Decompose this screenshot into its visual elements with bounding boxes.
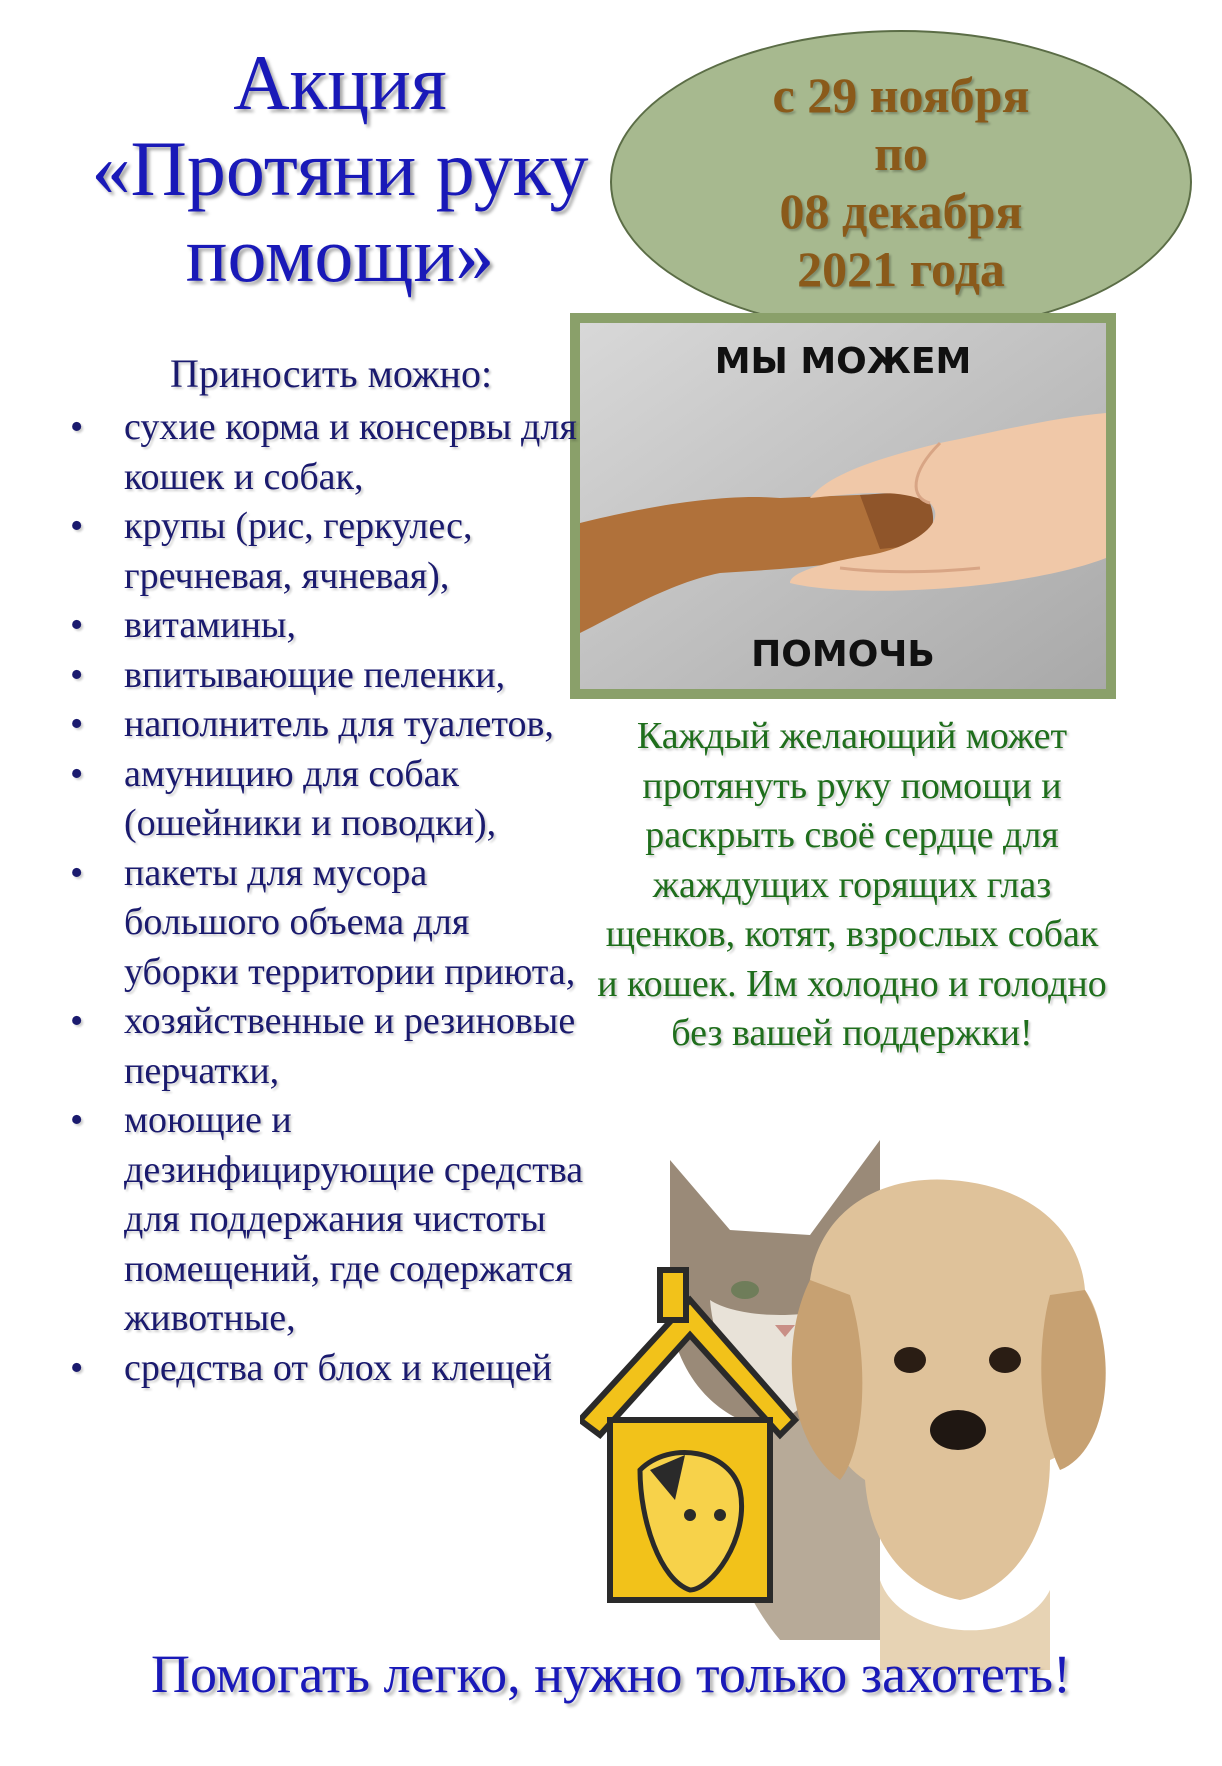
title-line-2: «Протяни руку (91, 125, 589, 212)
list-item (66, 1096, 586, 1344)
bullet-icon: • (70, 703, 84, 745)
list-item (66, 849, 586, 998)
list-item (66, 651, 586, 701)
list-item-text: наполнитель для туалетов, (124, 703, 554, 745)
date-oval (610, 30, 1192, 334)
date-line-1: с 29 ноября (772, 67, 1030, 123)
kitten-and-puppy-image (580, 1120, 1140, 1670)
title-line-3: помощи» (185, 211, 495, 298)
bullet-icon: • (70, 604, 84, 646)
list-item-text: впитывающие пеленки, (124, 653, 506, 696)
list-item-text: амуницию для собак (ошейники и поводки), (124, 752, 497, 844)
date-line-4: 2021 года (797, 241, 1005, 297)
bullet-icon: • (70, 1099, 84, 1141)
bullet-icon: • (70, 406, 84, 448)
list-item (66, 700, 586, 750)
list-item (66, 997, 586, 1096)
slogan: Помогать легко, нужно только захотеть! (150, 1644, 1072, 1704)
bullet-icon: • (70, 752, 84, 795)
bullet-icon: • (70, 851, 84, 894)
list-item-text: хозяйственные и резиновые перчатки, (124, 1000, 576, 1092)
title-line-1: Акция (233, 39, 447, 126)
list-item-text: пакеты для мусора большого объема для уборки территории приюта, (124, 851, 576, 993)
supplies-list (66, 403, 586, 1393)
list-item (66, 1344, 586, 1394)
promo-title (40, 40, 640, 298)
list-item-text: крупы (рис, геркулес, гречневая, ячневая), (124, 505, 473, 597)
list-item-text: средства от блох и клещей (124, 1346, 552, 1389)
list-item (66, 601, 586, 651)
date-line-3: 08 декабря (779, 183, 1023, 239)
bullet-icon: • (70, 653, 84, 696)
hand-paw-photo (570, 313, 1116, 699)
bullet-icon: • (70, 1000, 84, 1042)
list-item-text: витамины, (124, 604, 296, 646)
list-item (66, 750, 586, 849)
date-line-2: по (874, 125, 928, 181)
list-item-text: моющие и дезинфицирующие средства для поддержания чистоты помещений, где содержатся животные, (124, 1099, 584, 1339)
list-item-text: сухие корма и консервы для кошек и собак, (124, 406, 577, 498)
appeal-text: Каждый желающий может протянуть руку помощи и раскрыть своё сердце для жаждущих горящих глаз щенков, котят, взрослых собак и кошек. Им холодно и голодно без вашей поддержки! (597, 715, 1107, 1054)
list-item (66, 403, 586, 502)
bullet-icon: • (70, 505, 84, 547)
bullet-icon: • (70, 1346, 84, 1389)
photo-caption-bottom: ПОМОЧЬ (751, 634, 935, 675)
list-item (66, 502, 586, 601)
photo-caption-top: МЫ МОЖЕМ (714, 341, 972, 382)
list-heading: Приносить можно: (170, 351, 493, 396)
